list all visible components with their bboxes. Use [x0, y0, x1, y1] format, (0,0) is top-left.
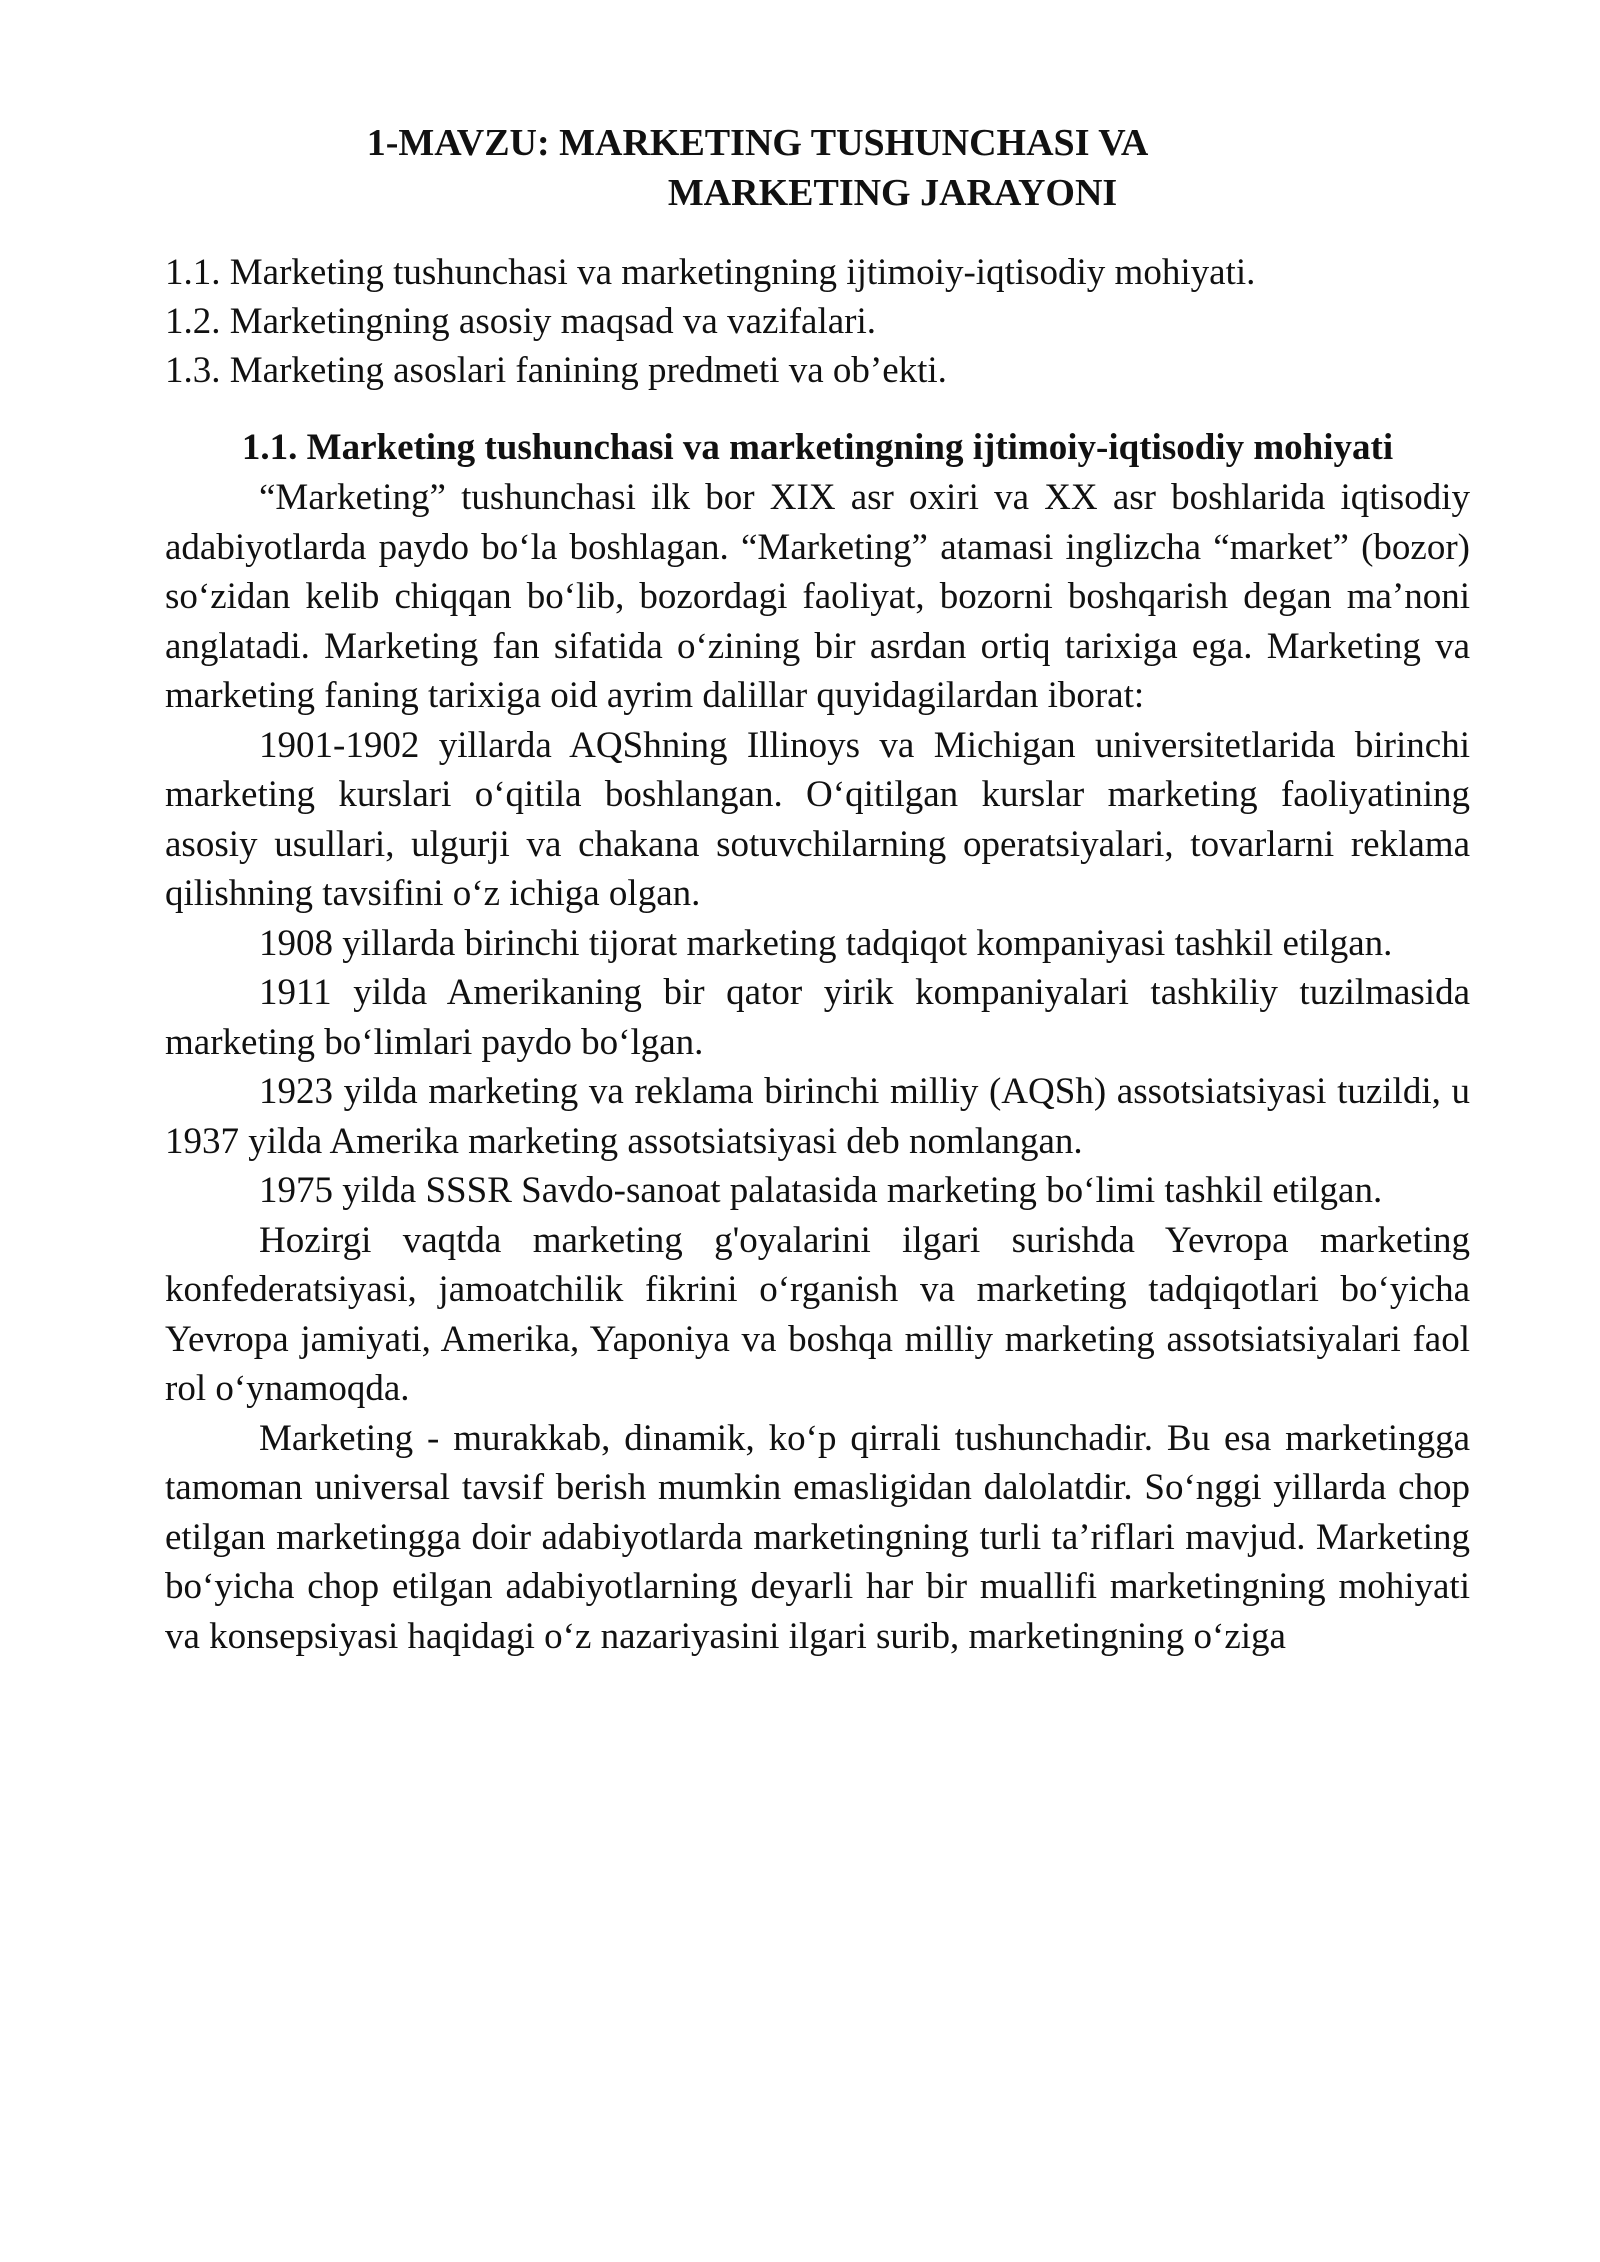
paragraph: 1908 yillarda birinchi tijorat marketing tadqiqot kompaniyasi tashkil etilgan. — [259, 922, 1393, 964]
outline-item: 1.1. Marketing tushunchasi va marketingning ijtimoiy-iqtisodiy mohiyati. — [165, 252, 1256, 293]
paragraph: Hozirgi vaqtda marketing g'oyalarini ilgari surishda Yevropa marketing konfederatsiyasi, jamoatchilik fikrini o‘rganish va marketing tadqiqotlari bo‘yicha Yevropa jamiyati, Amerika, Yaponiya va boshqa milliy marketing assotsiatsiyalari faol rol o‘ynamoqda. — [165, 1219, 1470, 1409]
paragraph: 1911 yilda Amerikaning bir qator yirik kompaniyalari tashkiliy tuzilmasida marketing bo‘limlari paydo bo‘lgan. — [165, 972, 1470, 1063]
paragraph: “Marketing” tushunchasi ilk bor XIX asr oxiri va XX asr boshlarida iqtisodiy adabiyotlarda paydo bo‘la boshlagan. “Marketing” atamasi inglizcha “market” (bozor) so‘zidan kelib chiqqan bo‘lib, bozordagi faoliyat, bozorni boshqarish degan ma’noni anglatadi. Marketing fan sifatida o‘zining bir asrdan ortiq tarixiga ega. Marketing va marketing faning tarixiga oid ayrim dalillar quyidagilardan iborat: — [165, 477, 1470, 716]
section-body — [165, 473, 1470, 1661]
paragraph: Marketing - murakkab, dinamik, ko‘p qirrali tushunchadir. Bu esa marketingga tamoman universal tavsif berish mumkin emasligidan dalolatdir. So‘nggi yillarda chop etilgan marketingga doir adabiyotlarda marketingning turli ta’riflari mavjud. Marketing bo‘yicha chop etilgan adabiyotlarning deyarli har bir muallifi marketingning mohiyati va konsepsiyasi haqidagi o‘z nazariyasini ilgari surib, marketingning o‘ziga — [165, 1417, 1470, 1657]
paragraph: 1901-1902 yillarda AQShning Illinoys va Michigan universitetlarida birinchi marketing kurslari o‘qitila boshlangan. O‘qitilgan kurslar marketing faoliyatining asosiy usullari, ulgurji va chakana sotuvchilarning operatsiyalari, tovarlarni reklama qilishning tavsifini o‘z ichiga olgan. — [165, 724, 1470, 914]
outline-item: 1.2. Marketingning asosiy maqsad va vazifalari. — [165, 301, 877, 342]
title-line-1: 1-MAVZU: MARKETING TUSHUNCHASI VA — [366, 122, 1149, 164]
document-page — [165, 118, 1470, 1661]
outline-item: 1.3. Marketing asoslari fanining predmeti va ob’ekti. — [165, 350, 947, 391]
topic-outline — [165, 248, 1470, 395]
title-line-2: MARKETING JARAYONI — [667, 172, 1118, 214]
paragraph: 1923 yilda marketing va reklama birinchi milliy (AQSh) assotsiatsiyasi tuzildi, u 1937 yilda Amerika marketing assotsiatsiyasi deb nomlangan. — [165, 1071, 1470, 1162]
document-title — [165, 118, 1470, 218]
paragraph: 1975 yilda SSSR Savdo-sanoat palatasida marketing bo‘limi tashkil etilgan. — [259, 1170, 1383, 1211]
section-heading: 1.1. Marketing tushunchasi va marketingning ijtimoiy-iqtisodiy mohiyati — [241, 427, 1394, 468]
